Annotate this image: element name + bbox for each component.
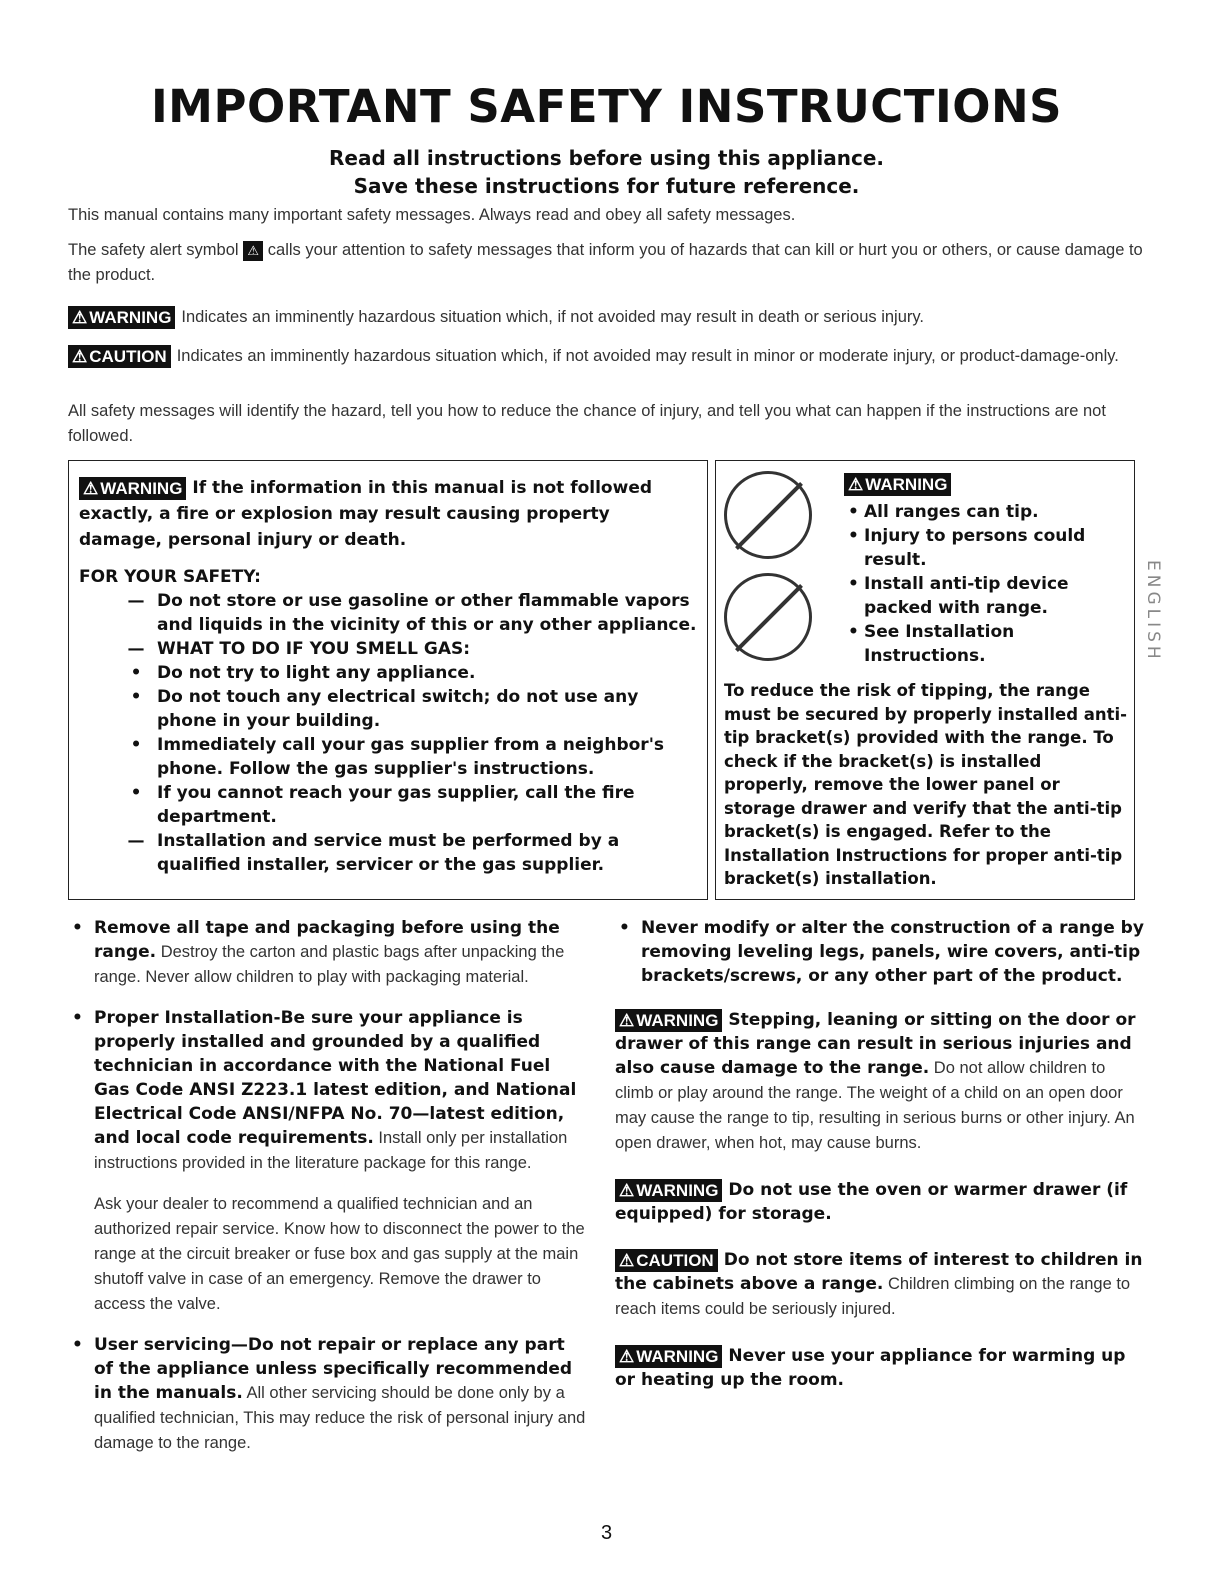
left-bullets-2 (68, 1333, 588, 1456)
caution-badge (68, 345, 171, 368)
list-item-text: Install only per installation instructions provided in the literature package for this range. (94, 1129, 568, 1172)
list-marker: • (72, 918, 83, 938)
list-item-text: All ranges can tip. (864, 502, 1039, 522)
list-marker: — (127, 831, 145, 851)
caution-badge-label: CAUTION (636, 1251, 714, 1270)
gas-warning-box (68, 460, 708, 900)
intro-text: This manual contains many important safety messages. Always read and obey all safety messages. (68, 206, 796, 224)
list-item-text: Do not store or use gasoline or other flammable vapors and liquids in the vicinity of this or any other appliance. (157, 591, 697, 635)
list-marker: • (130, 783, 142, 803)
tip-hazard-icon (724, 573, 812, 661)
list-item-text: See Installation Instructions. (864, 622, 1015, 666)
warning-badge-label: WARNING (100, 478, 183, 498)
alert-symbol-paragraph (68, 238, 1148, 288)
list-marker: • (848, 622, 859, 642)
list-item-text: Do not touch any electrical switch; do not use any phone in your building. (157, 687, 639, 731)
tip-warning-text: To reduce the risk of tipping, the range must be secured by properly installed anti-tip bracket(s) provided with the range. To check if the bracket(s) is installed properly, remove the lower panel or storage drawer and verify that the anti-tip bracket(s) is engaged. Refer to the Installation Instructions for proper anti-tip bracket(s) installation. (724, 681, 1128, 888)
caution-def-text: Indicates an imminently hazardous situation which, if not avoided may result in minor or moderate injury, or product-damage-only. (176, 347, 1119, 365)
list-marker: • (130, 687, 142, 707)
page-number: 3 (600, 1522, 613, 1544)
caution-badge-label: CAUTION (89, 347, 167, 367)
list-marker: • (72, 1335, 83, 1355)
alert-triangle-icon: ⚠ (619, 1251, 635, 1270)
alert-triangle-icon: ⚠ (619, 1181, 635, 1200)
dealer-paragraph: Ask your dealer to recommend a qualified technician and an authorized repair service. Know how to disconnect the power to the range at the circuit breaker or fuse box and gas supply at the main shutoff valve in case of an emergency. Remove the drawer to access the valve. (94, 1195, 585, 1313)
list-item (79, 589, 697, 637)
list-item-bold: Remove all tape and packaging before using the range. (94, 918, 560, 962)
warning-badge (68, 306, 175, 329)
warning-badge (615, 1179, 722, 1202)
warning-badge-label: WARNING (865, 475, 948, 494)
left-column (68, 916, 588, 1472)
list-marker: — (127, 591, 145, 611)
warning-badge-label: WARNING (636, 1181, 719, 1200)
warning-badge (615, 1345, 722, 1368)
list-item (79, 637, 697, 661)
list-marker: • (848, 526, 859, 546)
storage-warning (615, 1178, 1145, 1226)
list-item-bold: User servicing—Do not repair or replace any part of the appliance unless specifically recommended in the manuals. (94, 1335, 573, 1403)
list-item (79, 685, 697, 733)
caution-badge (615, 1249, 718, 1272)
list-item (844, 500, 1129, 524)
caution-bold-text: Do not store items of interest to children in the cabinets above a range. (615, 1250, 1143, 1294)
for-your-safety-heading: FOR YOUR SAFETY: (79, 567, 261, 587)
list-item-text: Installation and service must be performed by a qualified installer, servicer or the gas supplier. (157, 831, 620, 875)
tip-hazard-icon (724, 471, 812, 559)
list-item (79, 661, 697, 685)
tip-warning-content (844, 473, 1129, 668)
warning-badge (615, 1009, 722, 1032)
caution-definition (68, 344, 1148, 369)
list-item-text: Do not try to light any appliance. (157, 663, 476, 683)
list-item-text: WHAT TO DO IF YOU SMELL GAS: (157, 639, 471, 659)
alert-triangle-icon: ⚠ (619, 1011, 635, 1030)
list-item-text: Immediately call your gas supplier from a neighbor's phone. Follow the gas supplier's instructions. (157, 735, 665, 779)
stepping-warning (615, 1008, 1145, 1156)
safety-list (79, 589, 697, 877)
list-marker: • (72, 1008, 83, 1028)
alert-triangle-icon: ⚠ (243, 241, 263, 261)
tip-warning-box (715, 460, 1135, 900)
all-messages-text: All safety messages will identify the hazard, tell you how to reduce the chance of injury, and tell you what can happen if the instructions are not followed. (68, 402, 1106, 445)
warning-text: Do not allow children to climb or play around the range. The weight of a child on an open door may cause the range to tip, resulting in serious burns or other injury. An open drawer, when hot, may cause burns. (615, 1059, 1135, 1152)
list-marker: • (619, 918, 630, 938)
warning-badge-label: WARNING (636, 1347, 719, 1366)
warning-definition (68, 305, 1148, 330)
alert-triangle-icon: ⚠ (72, 308, 88, 328)
warning-bold-text: Stepping, leaning or sitting on the door or drawer of this range can result in serious injuries and also cause damage to the range. (615, 1010, 1136, 1078)
list-item (844, 572, 1129, 620)
list-marker: • (130, 663, 142, 683)
left-bullets (68, 916, 588, 1176)
right-bullets (615, 916, 1145, 988)
caution-text: Children climbing on the range to reach items could be seriously injured. (615, 1275, 1131, 1318)
right-column (615, 916, 1145, 1392)
list-item-text: All other servicing should be done only by a qualified technician, This may reduce the risk of personal injury and damage to the range. (94, 1384, 586, 1452)
alert-triangle-icon: ⚠ (619, 1347, 635, 1366)
list-item-text: Injury to persons could result. (864, 526, 1086, 570)
list-item (79, 733, 697, 781)
list-item (615, 916, 1145, 988)
tip-warning-list (844, 500, 1129, 668)
language-tab: ENGLISH (1143, 560, 1163, 663)
list-item (79, 829, 697, 877)
list-marker: • (848, 574, 859, 594)
children-caution (615, 1248, 1145, 1322)
alert-triangle-icon: ⚠ (83, 478, 99, 498)
list-item (844, 524, 1129, 572)
list-marker: — (127, 639, 145, 659)
warning-def-text: Indicates an imminently hazardous situation which, if not avoided may result in death or serious injury. (181, 308, 924, 326)
list-item (68, 1006, 588, 1176)
subtitle-read: Read all instructions before using this appliance. (328, 146, 885, 170)
list-item-text: Destroy the carton and plastic bags after unpacking the range. Never allow children to play with packaging material. (94, 943, 565, 986)
subtitle-save: Save these instructions for future reference. (353, 174, 860, 198)
page-title: IMPORTANT SAFETY INSTRUCTIONS (150, 80, 1063, 133)
list-item-bold: Never modify or alter the construction of a range by removing leveling legs, panels, wire covers, anti-tip brackets/screws, or any other part of the product. (641, 918, 1144, 986)
heating-warning (615, 1344, 1145, 1392)
gas-warning-lead: If the information in this manual is not followed exactly, a fire or explosion may result causing property damage, personal injury or death. (79, 478, 653, 550)
list-item-text: Install anti-tip device packed with range. (864, 574, 1069, 618)
warning-badge (844, 473, 951, 496)
list-item (68, 1333, 588, 1456)
list-marker: • (848, 502, 859, 522)
warning-badge-label: WARNING (636, 1011, 719, 1030)
warning-bold-text: Never use your appliance for warming up or heating up the room. (615, 1346, 1126, 1390)
gas-warning-lead-paragraph (79, 475, 697, 553)
list-item (844, 620, 1129, 668)
list-marker: • (130, 735, 142, 755)
alert-text-a: The safety alert symbol (68, 241, 239, 259)
list-item-text: If you cannot reach your gas supplier, call the fire department. (157, 783, 635, 827)
warning-badge (79, 477, 186, 500)
alert-triangle-icon: ⚠ (72, 347, 88, 367)
warning-bold-text: Do not use the oven or warmer drawer (if equipped) for storage. (615, 1180, 1128, 1224)
alert-triangle-icon: ⚠ (848, 475, 864, 494)
list-item (68, 916, 588, 990)
list-item (79, 781, 697, 829)
list-item-bold: Proper Installation-Be sure your appliance is properly installed and grounded by a qualified technician in accordance with the National Fuel Gas Code ANSI Z223.1 latest edition, and National Electrical Code ANSI/NFPA No. 70—latest edition, and local code requirements. (94, 1008, 577, 1148)
warning-badge-label: WARNING (89, 308, 172, 328)
alert-text-b: calls your attention to safety messages that inform you of hazards that can kill or hurt you or others, or cause damage to the product. (68, 241, 1143, 284)
